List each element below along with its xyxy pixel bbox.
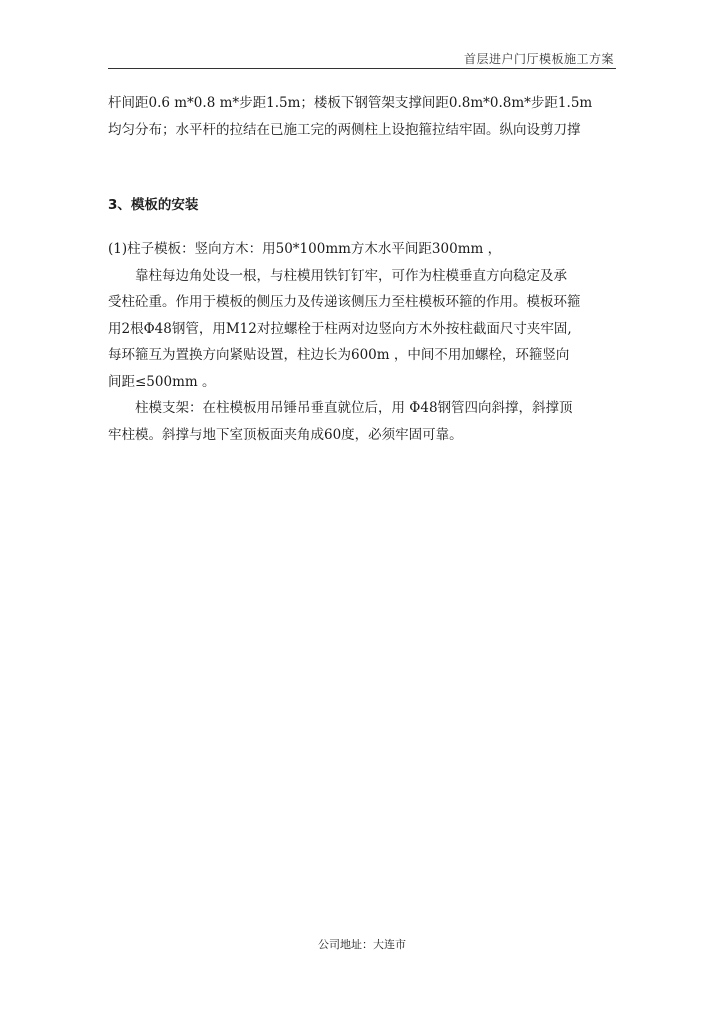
paragraph-line: 靠柱每边角处设一根，与柱模用铁钉钉牢，可作为柱模垂直方向稳定及承	[135, 267, 567, 284]
section-heading: 3、模板的安装	[108, 197, 199, 213]
page-header	[108, 46, 616, 69]
paragraph-line: 柱模支架：在柱模板用吊锤吊垂直就位后，用 Φ48钢管四向斜撑，斜撑顶	[135, 400, 573, 416]
page-footer: 公司地址：大连市	[318, 938, 406, 951]
intro-line: 均匀分布；水平杆的拉结在已施工完的两侧柱上设抱箍拉结牢固。纵向设剪刀撑	[108, 121, 581, 138]
paragraph-line: 受柱砼重。作用于模板的侧压力及传递该侧压力至柱模板环箍的作用。模板环箍	[108, 294, 581, 310]
paragraph-line: 每环箍互为置换方向紧贴设置，柱边长为600m ，中间不用加螺栓，环箍竖向	[108, 347, 570, 363]
intro-paragraph	[108, 90, 618, 143]
paragraph-line: 间距≤500mm 。	[108, 373, 216, 390]
intro-line: 杆间距0.6 m*0.8 m*步距1.5m；楼板下钢管架支撑间距0.8m*0.8m*步距1.5m	[108, 95, 593, 111]
paragraph-line: 用2根Φ48钢管，用M12对拉螺栓于柱两对边竖向方木外按柱截面尺寸夹牢固,	[108, 320, 572, 337]
header-title: 首层进户门厅模板施工方案	[463, 52, 614, 66]
column-formwork-paragraph	[108, 236, 618, 448]
paragraph-line: 牢柱模。斜撑与地下室顶板面夹角成60度，必须牢固可靠。	[108, 426, 463, 443]
column-formwork-title: (1)柱子模板：竖向方木：用50*100mm方木水平间距300mm ，	[108, 241, 502, 257]
